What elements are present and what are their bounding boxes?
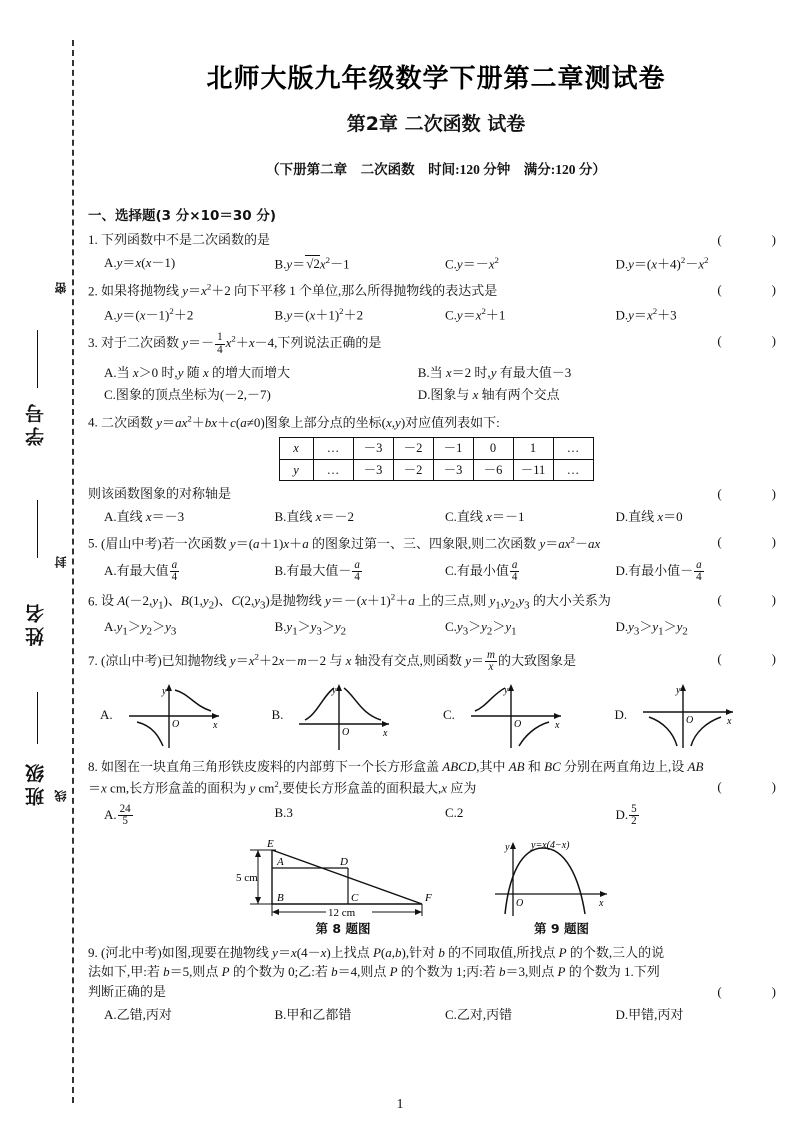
hyperbola-graph-q3q4-icon <box>629 680 749 752</box>
question-4 <box>86 412 786 526</box>
option-9-D[interactable]: D.甲错,丙对 <box>615 1006 684 1022</box>
field-rule-xingming <box>37 500 38 558</box>
option-8-A[interactable]: A. $\frac{24}{5}$ <box>104 802 131 828</box>
question-3-options-row1 <box>86 364 786 383</box>
question-2-text: 如果将抛物线 $y=x^2+2$ 向下平移 1 个单位,那么所得抛物线的表达式是 <box>101 282 498 299</box>
cell-x-7: … <box>553 438 593 459</box>
option-8-C[interactable]: C.2 <box>445 804 464 820</box>
svg-text:y: y <box>503 684 509 696</box>
question-6-options <box>86 618 786 640</box>
question-8-options <box>86 804 786 828</box>
option-5-D[interactable]: D.有最小值－ $\frac{a}{4}$ <box>615 558 702 584</box>
option-3-A[interactable]: A.当 x＞0 时,y 随 x 的增大而增大 <box>104 364 291 380</box>
question-3-answer-slot[interactable]: ( ) <box>717 333 784 349</box>
svg-text:x: x <box>598 897 603 909</box>
option-1-C[interactable]: $C.y=-x^2$ <box>445 254 499 272</box>
question-7 <box>86 650 786 752</box>
svg-text:O: O <box>515 897 523 909</box>
figure-9-curve-label: y=x(4−x) <box>530 839 569 851</box>
page-subtitle: 第2章 二次函数 试卷 <box>346 113 526 135</box>
option-3-D[interactable]: D.图象与 x 轴有两个交点 <box>417 387 560 403</box>
question-9-answer-slot[interactable]: ( ) <box>717 983 784 999</box>
svg-text:12 cm: 12 cm <box>327 906 355 918</box>
question-7-graph-options <box>86 680 786 752</box>
cell-x-label: x <box>279 438 313 459</box>
graph-option-C-label: C. <box>443 707 455 723</box>
question-1-options <box>86 254 786 274</box>
question-1-stem <box>86 231 786 250</box>
question-8-stem-line2 <box>86 778 786 798</box>
svg-text:y: y <box>332 684 337 696</box>
question-5-text: (眉山中考)若一次函数 y＝(a＋1)x＋a 的图象过第一、三、四象限,则二次函数 $y=ax^2-ax$ <box>101 534 601 551</box>
field-rule-banji <box>37 692 38 744</box>
question-4-options <box>86 508 786 527</box>
cell-x-1: … <box>313 438 353 459</box>
table-row-x <box>279 438 593 459</box>
figures-row <box>86 836 786 937</box>
question-8-number: 8. <box>88 758 98 774</box>
question-9-stem <box>86 944 786 963</box>
option-5-B[interactable]: B.有最大值－ $\frac{a}{4}$ <box>274 558 360 584</box>
figure-9-block <box>487 836 637 937</box>
page-number: 1 <box>396 1097 404 1112</box>
question-4-follow-text: 则该函数图象的对称轴是 <box>88 485 232 501</box>
cell-x-2: －3 <box>353 438 393 459</box>
cell-y-2: －3 <box>353 459 393 480</box>
svg-text:y: y <box>676 684 681 696</box>
seal-dashed-line <box>72 40 74 1103</box>
hyperbola-graph-q2q4-icon <box>457 680 577 752</box>
graph-option-B-label: B. <box>271 707 284 723</box>
question-4-answer-slot[interactable]: ( ) <box>717 485 784 501</box>
seal-char-xian: 线 <box>54 790 68 802</box>
option-1-B[interactable]: $B.y=√2x^2-1$ <box>274 254 350 272</box>
svg-text:F: F <box>424 891 432 904</box>
question-9 <box>86 944 786 1024</box>
question-5-number: 5. <box>88 535 98 551</box>
option-4-B[interactable]: B.直线 x＝－2 <box>274 508 354 524</box>
svg-text:A: A <box>276 855 284 868</box>
svg-text:D: D <box>339 855 348 868</box>
hyperbola-graph-q1q2-icon <box>285 680 405 752</box>
graph-option-D[interactable] <box>615 680 787 752</box>
option-2-C[interactable]: $C.y=x^2+1$ <box>445 306 506 323</box>
graph-option-C[interactable] <box>443 680 615 752</box>
question-3-number: 3. <box>88 335 98 351</box>
cell-y-label: y <box>279 459 313 480</box>
question-1-text: 下列函数中不是二次函数的是 <box>101 232 271 247</box>
question-9-number: 9. <box>88 944 98 960</box>
seal-char-mi: 密 <box>54 282 68 294</box>
option-2-D[interactable]: $D.y=x^2+3$ <box>615 306 677 323</box>
cell-y-1: … <box>313 459 353 480</box>
figure-8-block <box>236 836 451 937</box>
option-6-D[interactable]: $D.y_3>y_1>y_2$ <box>615 619 688 638</box>
svg-text:y: y <box>504 841 509 853</box>
cell-x-3: －2 <box>393 438 433 459</box>
svg-text:E: E <box>266 837 274 850</box>
question-5-answer-slot[interactable]: ( ) <box>717 534 784 550</box>
option-6-C[interactable]: $C.y_3>y_2>y_1$ <box>445 619 517 638</box>
question-6-stem <box>86 591 786 615</box>
graph-option-B[interactable] <box>272 680 444 752</box>
question-5 <box>86 533 786 583</box>
question-5-stem <box>86 533 786 553</box>
question-6-text: 设 $A(-2,y_1)$、$B(1,y_2)$、$C(2,y_3)$是抛物线 $y=-(x+1)^2+a$ 上的三点,则 $y_1,y_2,y_3$ 的大小关系为 <box>101 591 611 612</box>
question-1-number: 1. <box>88 232 98 247</box>
option-5-A[interactable]: A.有最大值 $\frac{a}{4}$ <box>104 558 178 584</box>
question-6-number: 6. <box>88 593 98 609</box>
question-4-stem <box>86 412 786 432</box>
page-title: 北师大版九年级数学下册第二章测试卷 <box>206 64 666 94</box>
field-label-xuehao: 学号 <box>25 400 47 446</box>
question-8-stem <box>86 758 786 777</box>
svg-text:O: O <box>342 726 350 738</box>
graph-option-D-label: D. <box>614 707 628 723</box>
field-label-banji: 班级 <box>25 760 47 806</box>
question-3 <box>86 332 786 405</box>
figure-9-caption: 第 9 题图 <box>534 920 589 936</box>
field-rule-xuehao <box>37 330 38 388</box>
right-triangle-rectangle-diagram <box>236 836 451 918</box>
question-6 <box>86 591 786 641</box>
question-7-answer-slot[interactable]: ( ) <box>717 650 784 666</box>
option-9-A[interactable]: A.乙错,丙对 <box>104 1006 172 1022</box>
svg-text:x: x <box>554 719 560 731</box>
question-9-text2: 法如下,甲:若 b＝5,则点 P 的个数为 0;乙:若 b＝4,则点 P 的个数为 1;丙:若 b＝3,则点 P 的个数为 1.下列 <box>88 963 660 979</box>
cell-y-5: －6 <box>473 459 513 480</box>
question-3-stem <box>86 332 786 356</box>
question-3-text: 对于二次函数 y＝－ $\frac{1}{4}$ $x^2+x-4$,下列说法正确的是 <box>101 331 382 356</box>
question-2 <box>86 281 786 325</box>
option-6-A[interactable]: $A.y_1>y_2>y_3$ <box>104 619 177 638</box>
option-8-B[interactable]: B.3 <box>274 804 293 820</box>
question-4-table-wrap <box>86 437 786 480</box>
question-7-text: (凉山中考)已知抛物线 $y=x^2+2x-m-2$ 与 x 轴没有交点,则函数 y＝ $\frac{m}{x}$ 的大致图象是 <box>101 648 576 674</box>
question-2-number: 2. <box>88 283 98 299</box>
question-9-options <box>86 1006 786 1025</box>
question-4-number: 4. <box>88 414 98 430</box>
svg-text:y: y <box>161 685 167 697</box>
question-2-options <box>86 305 786 325</box>
cell-x-4: －1 <box>433 438 473 459</box>
section-heading: 一、选择题(3 分×10＝30 分) <box>88 208 277 224</box>
svg-text:C: C <box>350 891 358 904</box>
cell-y-7: … <box>553 459 593 480</box>
hyperbola-graph-q1q3-icon <box>115 680 235 752</box>
question-6-answer-slot[interactable]: ( ) <box>717 591 784 607</box>
parabola-diagram <box>487 836 637 918</box>
question-2-stem <box>86 281 786 301</box>
svg-text:B: B <box>276 891 284 904</box>
question-4-follow <box>86 485 786 504</box>
question-8-text: 如图在一块直角三角形铁皮废料的内部剪下一个长方形盒盖 ABCD,其中 AB 和 BC 分别在两直角边上,设 AB <box>101 758 704 774</box>
cell-y-6: －11 <box>513 459 553 480</box>
option-3-B[interactable]: B.当 x＝2 时,y 有最大值－3 <box>417 364 572 380</box>
exam-meta-line: （下册第二章 二次函数 时间:120 分钟 满分:120 分） <box>266 162 606 177</box>
question-8-text2: ＝x cm,长方形盒盖的面积为 y $cm^2$,要使长方形盒盖的面积最大,x 应为 <box>88 778 477 795</box>
option-6-B[interactable]: $B.y_1>y_3>y_2$ <box>274 619 347 638</box>
svg-text:5 cm: 5 cm <box>235 871 258 884</box>
seal-char-feng: 封 <box>54 556 68 568</box>
option-9-B[interactable]: B.甲和乙都错 <box>274 1006 352 1022</box>
option-2-B[interactable]: $B.y=(x+1)^2+2$ <box>274 306 364 323</box>
figure-8-caption: 第 8 题图 <box>315 920 371 936</box>
option-8-D[interactable]: D. $\frac{5}{2}$ <box>615 802 637 828</box>
option-9-C[interactable]: C.乙对,丙错 <box>445 1006 513 1022</box>
graph-option-A[interactable] <box>100 680 272 752</box>
question-3-options-row2 <box>86 386 786 405</box>
question-9-text3: 判断正确的是 <box>88 983 167 999</box>
svg-text:O: O <box>171 718 179 730</box>
option-4-D[interactable]: D.直线 x＝0 <box>615 508 683 524</box>
question-8-answer-slot[interactable]: ( ) <box>717 778 784 794</box>
option-4-A[interactable]: A.直线 x＝－3 <box>104 508 185 524</box>
question-9-stem-line3 <box>86 983 786 1002</box>
option-2-A[interactable]: $A.y=(x-1)^2+2$ <box>104 306 194 323</box>
exam-content <box>86 0 786 1024</box>
question-2-answer-slot[interactable]: ( ) <box>717 282 784 298</box>
svg-text:x: x <box>727 715 732 727</box>
question-7-stem <box>86 650 786 674</box>
table-row-y <box>279 459 593 480</box>
option-1-A[interactable]: A.y＝x(x－1) <box>104 254 176 270</box>
cell-x-6: 1 <box>513 438 553 459</box>
cell-y-4: －3 <box>433 459 473 480</box>
svg-text:x: x <box>383 727 388 739</box>
cell-x-5: 0 <box>473 438 513 459</box>
question-1-answer-slot[interactable]: ( ) <box>717 232 784 247</box>
question-5-options <box>86 560 786 584</box>
question-1 <box>86 231 786 274</box>
question-7-number: 7. <box>88 652 98 668</box>
option-1-D[interactable]: $D.y=(x+4)^2-x^2$ <box>615 254 709 272</box>
svg-text:O: O <box>513 718 522 730</box>
svg-text:x: x <box>212 719 218 731</box>
question-9-text: (河北中考)如图,现要在抛物线 y＝x(4－x)上找点 P(a,b),针对 b 的不同取值,所找点 P 的个数,三人的说 <box>101 944 665 960</box>
option-4-C[interactable]: C.直线 x＝－1 <box>445 508 525 524</box>
graph-option-A-label: A. <box>100 707 113 723</box>
option-3-C[interactable]: C.图象的顶点坐标为(－2,－7) <box>104 387 271 403</box>
cell-y-3: －2 <box>393 459 433 480</box>
question-4-text: 二次函数 $y=ax^2+bx+c(a\ne 0)$图象上部分点的坐标(x,y)对应值列表如下: <box>101 413 500 430</box>
question-8 <box>86 758 786 828</box>
coordinate-value-table <box>279 437 594 480</box>
field-label-xingming: 姓名 <box>25 600 47 646</box>
option-5-C[interactable]: C.有最小值 $\frac{a}{4}$ <box>445 558 518 584</box>
svg-text:O: O <box>686 714 694 726</box>
